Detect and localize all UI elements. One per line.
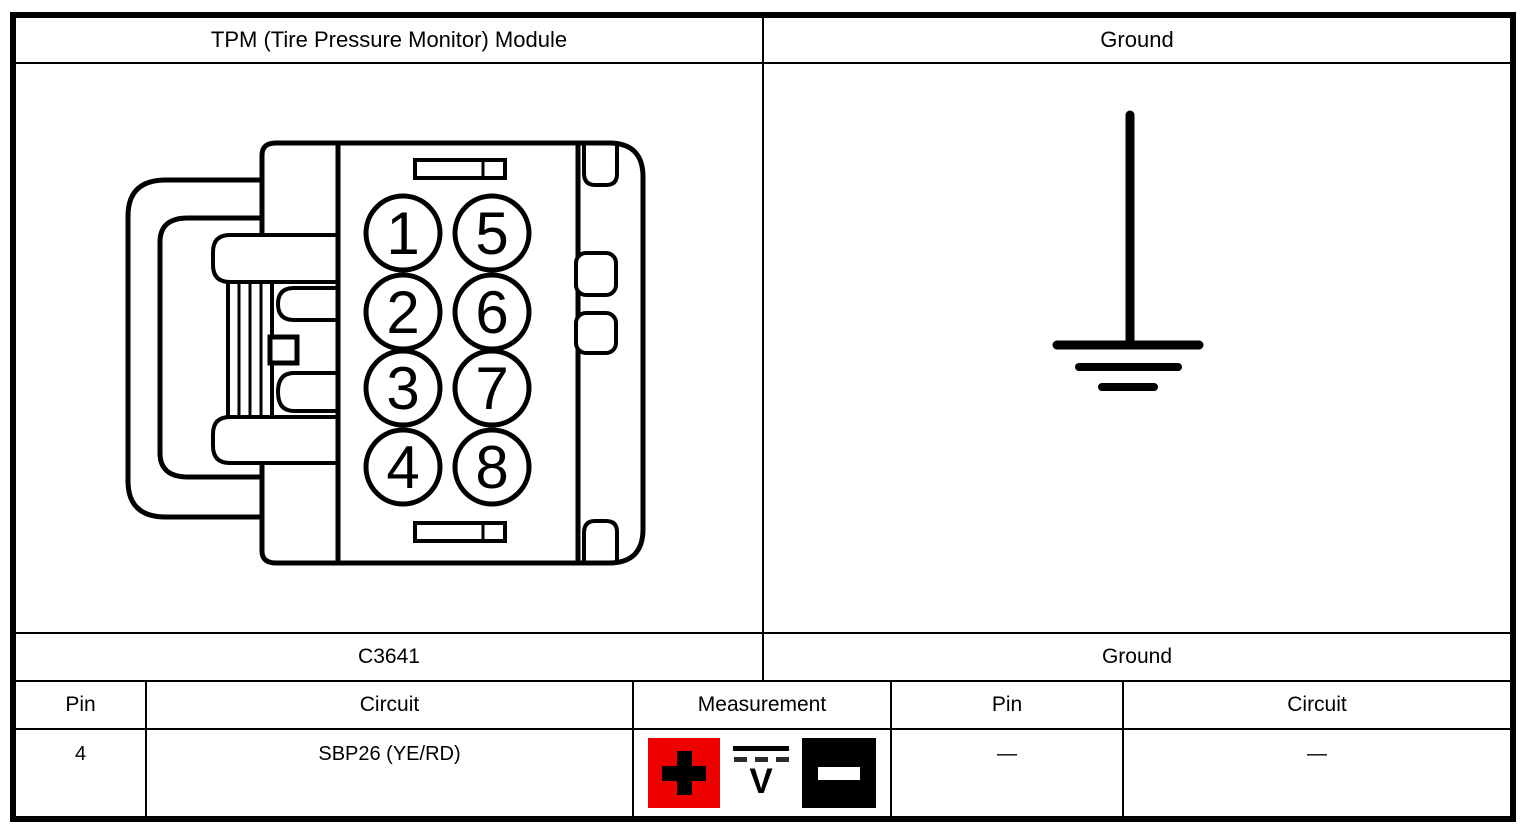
latch-tab-bottom bbox=[278, 373, 338, 411]
cell-circuit-value: SBP26 (YE/RD) bbox=[147, 730, 634, 816]
ground-diagram-cell bbox=[764, 64, 1510, 632]
diagram-row bbox=[16, 64, 1510, 634]
pin-number-6: 6 bbox=[475, 279, 509, 346]
cell-ground-pin: — bbox=[892, 730, 1124, 816]
plus-bar-vertical bbox=[677, 751, 692, 795]
ground-caption: Ground bbox=[1101, 645, 1173, 668]
keyway-top bbox=[415, 160, 505, 178]
keyway-bottom bbox=[415, 523, 505, 541]
table-data-row bbox=[16, 730, 1510, 816]
dc-solid-line bbox=[733, 746, 789, 751]
connector-label: C3641 bbox=[16, 634, 764, 680]
minus-bar bbox=[818, 767, 860, 780]
title-row bbox=[16, 18, 1510, 64]
dc-dash bbox=[776, 757, 789, 762]
latch-notch bbox=[270, 337, 297, 363]
clip-upper bbox=[576, 253, 616, 295]
pin-number-4: 4 bbox=[386, 434, 420, 501]
volt-letter: V bbox=[749, 761, 773, 801]
module-title: TPM (Tire Pressure Monitor) Module bbox=[16, 18, 764, 62]
pin-number-5: 5 bbox=[475, 200, 509, 267]
measurement-icons bbox=[648, 730, 876, 816]
cell-pin-value: 4 bbox=[16, 730, 147, 816]
ground-symbol bbox=[764, 64, 1510, 632]
cell-ground-circuit: — bbox=[1307, 743, 1327, 765]
connector-diagram bbox=[120, 130, 660, 575]
negative-probe-icon bbox=[802, 738, 876, 808]
header-pin-right: Pin bbox=[892, 682, 1124, 728]
positive-probe-icon bbox=[648, 738, 720, 808]
dc-dash bbox=[755, 757, 768, 762]
latch-arm-bottom bbox=[213, 417, 338, 463]
dc-dashed-line bbox=[734, 757, 789, 762]
header-circuit-left: Circuit bbox=[147, 682, 634, 728]
pinout-sheet bbox=[10, 12, 1516, 822]
header-measurement: Measurement bbox=[634, 682, 892, 728]
pin-block bbox=[338, 143, 578, 563]
caption-row bbox=[16, 634, 1510, 682]
clip-lower bbox=[576, 313, 616, 353]
connector-diagram-cell bbox=[16, 64, 764, 632]
pin-number-1: 1 bbox=[386, 200, 420, 267]
ground-title: Ground bbox=[1100, 27, 1174, 52]
pin-number-2: 2 bbox=[386, 279, 420, 346]
header-pin-left: Pin bbox=[16, 682, 147, 728]
pin-number-7: 7 bbox=[475, 355, 509, 422]
pin-number-3: 3 bbox=[386, 355, 420, 422]
pin-number-8: 8 bbox=[475, 434, 509, 501]
table-header-row bbox=[16, 682, 1510, 730]
latch-tab-top bbox=[278, 288, 338, 320]
latch-arm-top bbox=[213, 235, 338, 282]
header-circuit-right: Circuit bbox=[1287, 693, 1347, 716]
cell-measurement bbox=[634, 730, 892, 816]
dc-dash bbox=[734, 757, 747, 762]
dc-voltage-icon bbox=[731, 746, 791, 801]
